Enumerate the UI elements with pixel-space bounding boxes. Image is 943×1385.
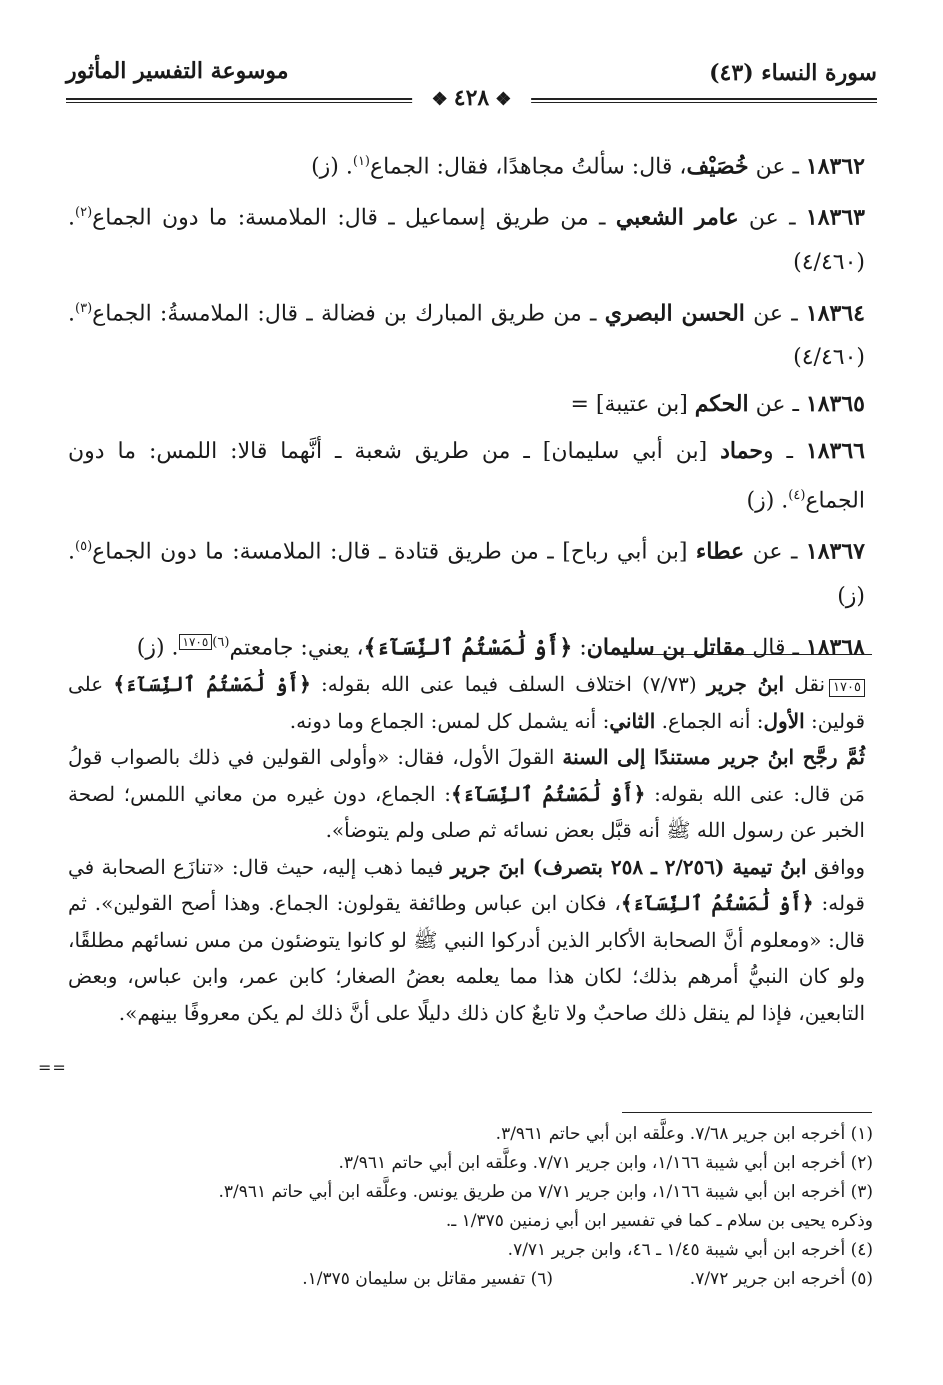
- entry-text: ، يعني: جامعتم: [229, 634, 364, 660]
- text: : أنه الجماع.: [655, 708, 764, 733]
- page-number-value: ٤٢٨: [453, 85, 490, 111]
- text: : الجماع، دون غيره من معاني اللمس؛ لصحة الخبر عن رسول الله ﷺ أنه قبَّل بعض نسائه ثم صلى ولم يتوضأ».: [68, 781, 865, 842]
- narrator-name: الحسن البصري: [604, 299, 745, 326]
- entry-ref: . (٤/٤٦٠): [68, 300, 865, 370]
- narration-entry: [68, 621, 865, 670]
- entry-ref: . (ز): [68, 539, 865, 609]
- narrator-name: الحكم: [694, 390, 749, 417]
- text: القولَ الأول، فقال: «وأولى القولين في ذلك بالصواب قولُ مَن قال: عنى الله بقوله:: [68, 745, 865, 806]
- footnote-ref[interactable]: (٥): [75, 539, 93, 555]
- commentary-paragraph: [68, 739, 865, 849]
- text: (٧/٧٣) اختلاف السلف فيما عنى الله بقوله:: [310, 672, 707, 696]
- surah-title: سورة النساء (٤٣): [709, 60, 877, 86]
- entry-ref: . (ز): [311, 154, 353, 180]
- entry-text: ـ من طريق إسماعيل ـ قال: الملامسة: ما دون الجماع: [92, 205, 616, 231]
- text: على قولين:: [68, 672, 865, 733]
- entry-text: :: [572, 634, 587, 660]
- narration-list: [68, 140, 865, 670]
- footnote: (١) أخرجه ابن جرير ٧/٦٨. وعلَّقه ابن أبي حاتم ٣/٩٦١.: [495, 1124, 873, 1144]
- entry-text: ـ عن: [748, 154, 806, 180]
- commentary-paragraph: [68, 849, 865, 1032]
- entry-text: ـ عن: [738, 205, 806, 231]
- entry-number: ١٨٣٦٦: [805, 437, 865, 464]
- scholar-name: ابنُ جرير: [706, 672, 785, 696]
- label-first: الأول: [763, 708, 805, 733]
- footnote: (٥) أخرجه ابن جرير ٧/٧٢.: [689, 1269, 873, 1289]
- footnote-ref[interactable]: (٤): [788, 487, 806, 503]
- footnote: (٢) أخرجه ابن أبي شيبة ١/١٦٦، وابن جرير ٧/٧١. وعلَّقه ابن أبي حاتم ٣/٩٦١.: [338, 1153, 873, 1173]
- citation: (٢/٢٥٦ ـ ٢٥٨ بتصرف): [524, 854, 733, 879]
- commentary-ref-box[interactable]: ١٧٠٥: [179, 634, 213, 650]
- entry-text: [بن أبي رباح] ـ من طريق قتادة ـ قال: الملامسة: ما دون الجماع: [92, 539, 696, 565]
- label-second: الثاني: [609, 708, 656, 733]
- commentary-box-number: ١٧٠٥: [829, 679, 865, 697]
- scholar-name: ابنَ جرير: [450, 854, 525, 879]
- text: ثُمَّ رجَّح: [794, 745, 865, 769]
- narration-entry: [68, 140, 865, 189]
- ornament-icon: ❖: [495, 89, 512, 110]
- entry-ref: . (ز): [746, 488, 789, 514]
- footnote-ref[interactable]: (٢): [75, 205, 93, 221]
- page-number: [412, 85, 532, 111]
- text: فيما ذهب إليه، حيث قال: «تنازَع الصحابة في قوله:: [68, 854, 865, 915]
- text: ووافق: [806, 854, 865, 879]
- footnotes-divider: [622, 1112, 872, 1113]
- quran-quote: ﴿أَوْ لَٰمَسْتُمُ ٱلنِّسَآءَ﴾: [363, 633, 573, 660]
- footnote-ref[interactable]: (٦): [212, 634, 230, 650]
- quran-quote: ﴿أَوْ لَٰمَسْتُمُ ٱلنِّسَآءَ﴾: [450, 781, 646, 806]
- footnote-ref[interactable]: (١): [352, 154, 370, 169]
- entry-text: ، قال: سألتُ مجاهدًا، فقال: الجماع: [370, 154, 687, 180]
- footnote: (٤) أخرجه ابن أبي شيبة ١/٤٥ ـ ٤٦، وابن جرير ٧/٧١.: [507, 1240, 873, 1260]
- narrator-name: عامر الشعبي: [615, 204, 739, 231]
- ornament-icon: ❖: [431, 89, 448, 110]
- narrator-name: مقاتل بن سليمان: [586, 633, 746, 660]
- quran-quote: ﴿أَوْ لَٰمَسْتُمُ ٱلنِّسَآءَ﴾: [113, 672, 311, 696]
- entry-text: ـ عن: [744, 300, 806, 326]
- entry-number: ١٨٣٦٣: [805, 204, 865, 231]
- narrator-name: خُصَيْف: [686, 153, 749, 180]
- scholar-name: ابنُ تيمية: [732, 854, 807, 879]
- entry-number: ١٨٣٦٢: [805, 153, 865, 180]
- commentary-paragraph: [68, 666, 865, 739]
- narration-entry: [68, 191, 865, 284]
- commentary-block: [68, 666, 865, 1031]
- footnote-pair: [120, 1265, 873, 1294]
- entry-number: ١٨٣٦٧: [805, 538, 865, 565]
- entry-text: ـ عن: [744, 539, 806, 565]
- commentary-divider: [650, 654, 872, 655]
- narration-entry: [68, 429, 865, 523]
- entry-ref: . (ز): [136, 634, 179, 660]
- narration-entry: [68, 287, 865, 380]
- page-header: [66, 52, 877, 122]
- narrator-name: عطاء: [695, 538, 745, 565]
- scholar-name: ابنُ جرير مستندًا إلى السنة: [562, 745, 795, 769]
- footnote-continuation: وذكره يحيى بن سلام ـ كما في تفسير ابن أبي زمنين ١/٣٧٥ ـ.: [445, 1211, 873, 1231]
- entry-text: [بن أبي سليمان] ـ من طريق شعبة ـ أنَّهما قالا: اللمس: ما دون الجماع: [68, 438, 865, 514]
- entry-ref: . (٤/٤٦٠): [68, 205, 865, 275]
- text: : أنه يشمل كل لمس: الجماع وما دونه.: [289, 708, 610, 733]
- footnotes: [120, 1120, 873, 1294]
- entry-number: ١٨٣٦٤: [805, 299, 865, 326]
- work-title: موسوعة التفسير المأثور: [66, 58, 289, 84]
- entry-text: ـ من طريق المبارك بن فضالة ـ قال: الملامسةُ: الجماع: [92, 300, 605, 326]
- footnote: (٣) أخرجه ابن أبي شيبة ١/١٦٦، وابن جرير ٧/٧١ من طريق يونس. وعلَّقه ابن أبي حاتم ٣/٩٦١.: [218, 1182, 873, 1202]
- footnote-ref[interactable]: (٣): [75, 300, 93, 316]
- entry-number: ١٨٣٦٨: [805, 633, 865, 660]
- text: ، فكان ابن عباس وطائفة يقولون: الجماع. وهذا أصح القولين». ثم قال: «ومعلوم أنَّ الصحابة الأكابر الذين أدركوا النبي ﷺ لو كانوا يتوضئون من مس نسائهم مطلقًا، ولو كان النبيُّ أمرهم بذلك؛ لكان هذا مما يعلمه بعضُ الصغار؛ كابن عمر، وابن عباس، وبعض التابعين، فإذا لم ينقل ذلك صاحبٌ ولا تابعٌ كان ذلك دليلًا على أنَّ ذلك لم يكن معروفًا بينهم».: [68, 891, 865, 1025]
- narrator-name: حماد: [720, 437, 763, 464]
- narration-entry: [68, 525, 865, 618]
- entry-text: ـ قال: [745, 634, 806, 660]
- entry-text: [بن عتيبة] =: [570, 391, 695, 417]
- narration-entry: [68, 382, 865, 427]
- entry-text: ـ و: [762, 438, 806, 464]
- entry-number: ١٨٣٦٥: [805, 390, 865, 417]
- footnote: (٦) تفسير مقاتل بن سليمان ١/٣٧٥.: [302, 1269, 553, 1289]
- continuation-mark: ==: [38, 1058, 67, 1077]
- quran-quote: ﴿أَوْ لَٰمَسْتُمُ ٱلنِّسَآءَ﴾: [620, 891, 814, 915]
- text: نقل: [784, 672, 826, 696]
- entry-text: ـ عن: [748, 391, 806, 417]
